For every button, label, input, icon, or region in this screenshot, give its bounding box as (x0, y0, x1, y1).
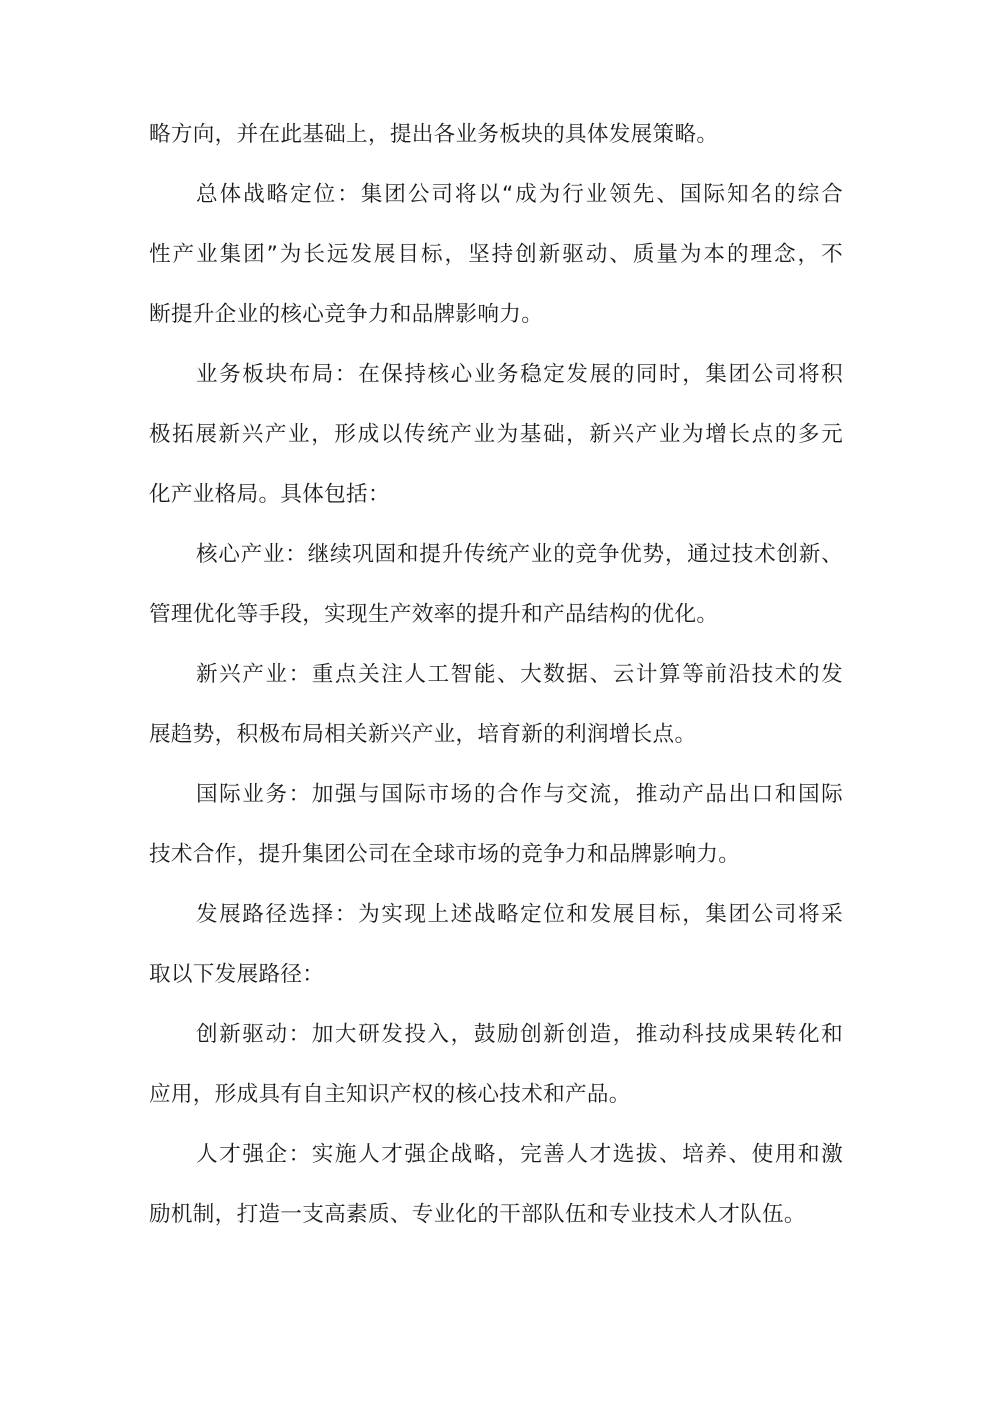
text-line: 略方向，并在此基础上，提出各业务板块的具体发展策略。 (149, 122, 719, 147)
text-line: 发展路径选择：为实现上述战略定位和发展目标，集团公司将采 (196, 902, 843, 927)
text-line: 励机制，打造一支高素质、专业化的干部队伍和专业技术人才队伍。 (149, 1202, 806, 1227)
text-line: 展趋势，积极布局相关新兴产业，培育新的利润增长点。 (149, 722, 697, 747)
text-line: 断提升企业的核心竞争力和品牌影响力。 (149, 302, 544, 327)
text-line: 总体战略定位：集团公司将以“成为行业领先、国际知名的综合 (196, 182, 843, 207)
text-line: 性产业集团”为长远发展目标，坚持创新驱动、质量为本的理念，不 (149, 242, 843, 267)
text-line: 取以下发展路径： (149, 962, 325, 987)
text-line: 创新驱动：加大研发投入，鼓励创新创造，推动科技成果转化和 (196, 1022, 843, 1047)
text-line: 核心产业：继续巩固和提升传统产业的竞争优势，通过技术创新、 (196, 542, 843, 567)
text-line: 新兴产业：重点关注人工智能、大数据、云计算等前沿技术的发 (196, 662, 843, 687)
document-body (149, 112, 843, 1252)
text-line: 技术合作，提升集团公司在全球市场的竞争力和品牌影响力。 (149, 842, 741, 867)
text-line: 业务板块布局：在保持核心业务稳定发展的同时，集团公司将积 (196, 362, 843, 387)
text-line: 极拓展新兴产业，形成以传统产业为基础，新兴产业为增长点的多元 (149, 422, 843, 447)
text-line: 人才强企：实施人才强企战略，完善人才选拔、培养、使用和激 (196, 1142, 843, 1167)
text-line: 国际业务：加强与国际市场的合作与交流，推动产品出口和国际 (196, 782, 843, 807)
text-line: 管理优化等手段，实现生产效率的提升和产品结构的优化。 (149, 602, 719, 627)
text-line: 应用，形成具有自主知识产权的核心技术和产品。 (149, 1082, 631, 1107)
text-line: 化产业格局。具体包括： (149, 482, 390, 507)
